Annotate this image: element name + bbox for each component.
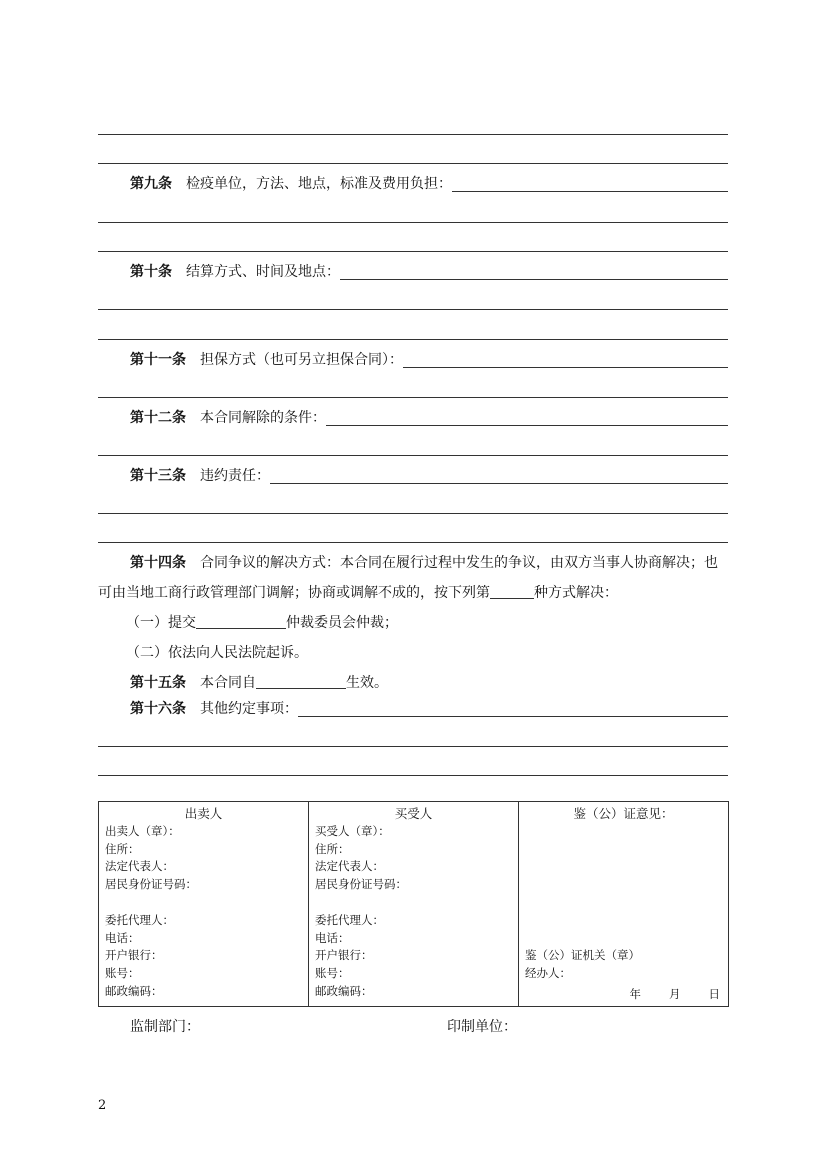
blank-line[interactable] — [98, 251, 728, 252]
option-1-text-b: 仲裁委员会仲裁； — [286, 615, 398, 631]
article-12-text: 本合同解除的条件： — [200, 410, 326, 426]
buyer-field: 法定代表人： — [315, 859, 384, 874]
article-9-text: 检疫单位，方法、地点，标准及费用负担： — [186, 176, 452, 192]
article-9-number: 第九条 — [130, 176, 172, 192]
seller-field: 邮政编码： — [105, 983, 163, 998]
buyer-field: 邮政编码： — [315, 983, 373, 998]
article-10-number: 第十条 — [130, 264, 172, 280]
blank-line[interactable] — [98, 775, 728, 776]
article-16-number: 第十六条 — [130, 701, 186, 717]
article-13-number: 第十三条 — [130, 468, 186, 484]
buyer-field: 委托代理人： — [315, 912, 384, 927]
notary-handler: 经办人： — [525, 965, 571, 980]
article-9 — [130, 175, 728, 193]
blank-line[interactable] — [98, 309, 728, 310]
article-13-fill-line[interactable] — [270, 468, 728, 484]
article-13 — [130, 467, 728, 485]
dispute-method-blank[interactable] — [490, 583, 534, 599]
article-13-text: 违约责任： — [200, 468, 270, 484]
arbitration-committee-blank[interactable] — [196, 613, 286, 629]
buyer-field: 居民身份证号码： — [315, 877, 407, 892]
notary-header: 鉴（公）证意见： — [573, 806, 674, 821]
effective-date-blank[interactable] — [256, 673, 346, 689]
seller-spacer — [105, 894, 302, 912]
blank-line[interactable] — [98, 339, 728, 340]
seller-field: 法定代表人： — [105, 859, 174, 874]
option-1-text-a: （一）提交 — [126, 615, 196, 631]
article-11-fill-line[interactable] — [403, 352, 728, 368]
article-16 — [130, 700, 728, 718]
article-11 — [130, 351, 728, 369]
article-11-text: 担保方式（也可另立担保合同）： — [200, 352, 403, 368]
article-14-number: 第十四条 — [130, 555, 186, 571]
blank-line[interactable] — [98, 455, 728, 456]
seller-field: 委托代理人： — [105, 912, 174, 927]
blank-line[interactable] — [98, 746, 728, 747]
notary-office: 鉴（公）证机关（章） — [525, 947, 640, 962]
supervisor-label: 监制部门： — [130, 1019, 200, 1035]
buyer-field: 账号： — [315, 966, 350, 981]
date-day: 日 — [708, 987, 720, 1002]
seller-field: 居民身份证号码： — [105, 877, 197, 892]
article-15 — [130, 672, 388, 692]
buyer-spacer — [315, 894, 512, 912]
seller-field: 开户银行： — [105, 948, 163, 963]
seller-cell[interactable] — [99, 802, 309, 1007]
date-month: 月 — [669, 987, 681, 1002]
buyer-field: 电话： — [315, 930, 350, 945]
option-1 — [126, 612, 398, 632]
article-12-fill-line[interactable] — [326, 410, 728, 426]
article-14-text-b: 种方式解决： — [534, 585, 618, 601]
notary-cell[interactable] — [519, 802, 729, 1007]
article-12-number: 第十二条 — [130, 410, 186, 426]
signature-table — [98, 801, 729, 1007]
notary-date — [602, 986, 721, 1004]
article-15-text-a: 本合同自 — [200, 675, 256, 691]
blank-line[interactable] — [98, 397, 728, 398]
article-9-fill-line[interactable] — [452, 176, 728, 192]
article-14-text-a: 合同争议的解决方式：本合同在履行过程中发生的争议，由双方当事人协商解决；也可由当地工商行政管理部门调解；协商或调解不成的，按下列第 — [98, 555, 718, 601]
option-2: （二）依法向人民法院起诉。 — [126, 645, 308, 661]
article-10 — [130, 263, 728, 281]
blank-line[interactable] — [98, 163, 728, 164]
article-16-text: 其他约定事项： — [200, 701, 298, 717]
buyer-cell[interactable] — [309, 802, 519, 1007]
blank-line[interactable] — [98, 513, 728, 514]
seller-field: 住所： — [105, 841, 140, 856]
seller-field: 电话： — [105, 930, 140, 945]
article-11-number: 第十一条 — [130, 352, 186, 368]
seller-header: 出卖人 — [184, 806, 223, 821]
buyer-field: 开户银行： — [315, 948, 373, 963]
blank-line[interactable] — [98, 134, 728, 135]
blank-line[interactable] — [98, 222, 728, 223]
date-year: 年 — [629, 987, 641, 1002]
seller-field: 账号： — [105, 966, 140, 981]
buyer-field: 买受人（章）： — [315, 823, 390, 838]
notary-opinion-space[interactable] — [525, 823, 722, 947]
article-15-number: 第十五条 — [130, 675, 186, 691]
article-14 — [98, 548, 728, 608]
article-10-fill-line[interactable] — [340, 264, 728, 280]
article-16-fill-line[interactable] — [298, 701, 728, 717]
seller-field: 出卖人（章）： — [105, 823, 180, 838]
article-10-text: 结算方式、时间及地点： — [186, 264, 340, 280]
article-12 — [130, 409, 728, 427]
buyer-header: 买受人 — [394, 806, 433, 821]
page-number: 2 — [98, 1098, 107, 1113]
printer-label: 印制单位： — [447, 1019, 517, 1035]
blank-line[interactable] — [98, 542, 728, 543]
buyer-field: 住所： — [315, 841, 350, 856]
article-15-text-b: 生效。 — [346, 675, 388, 691]
